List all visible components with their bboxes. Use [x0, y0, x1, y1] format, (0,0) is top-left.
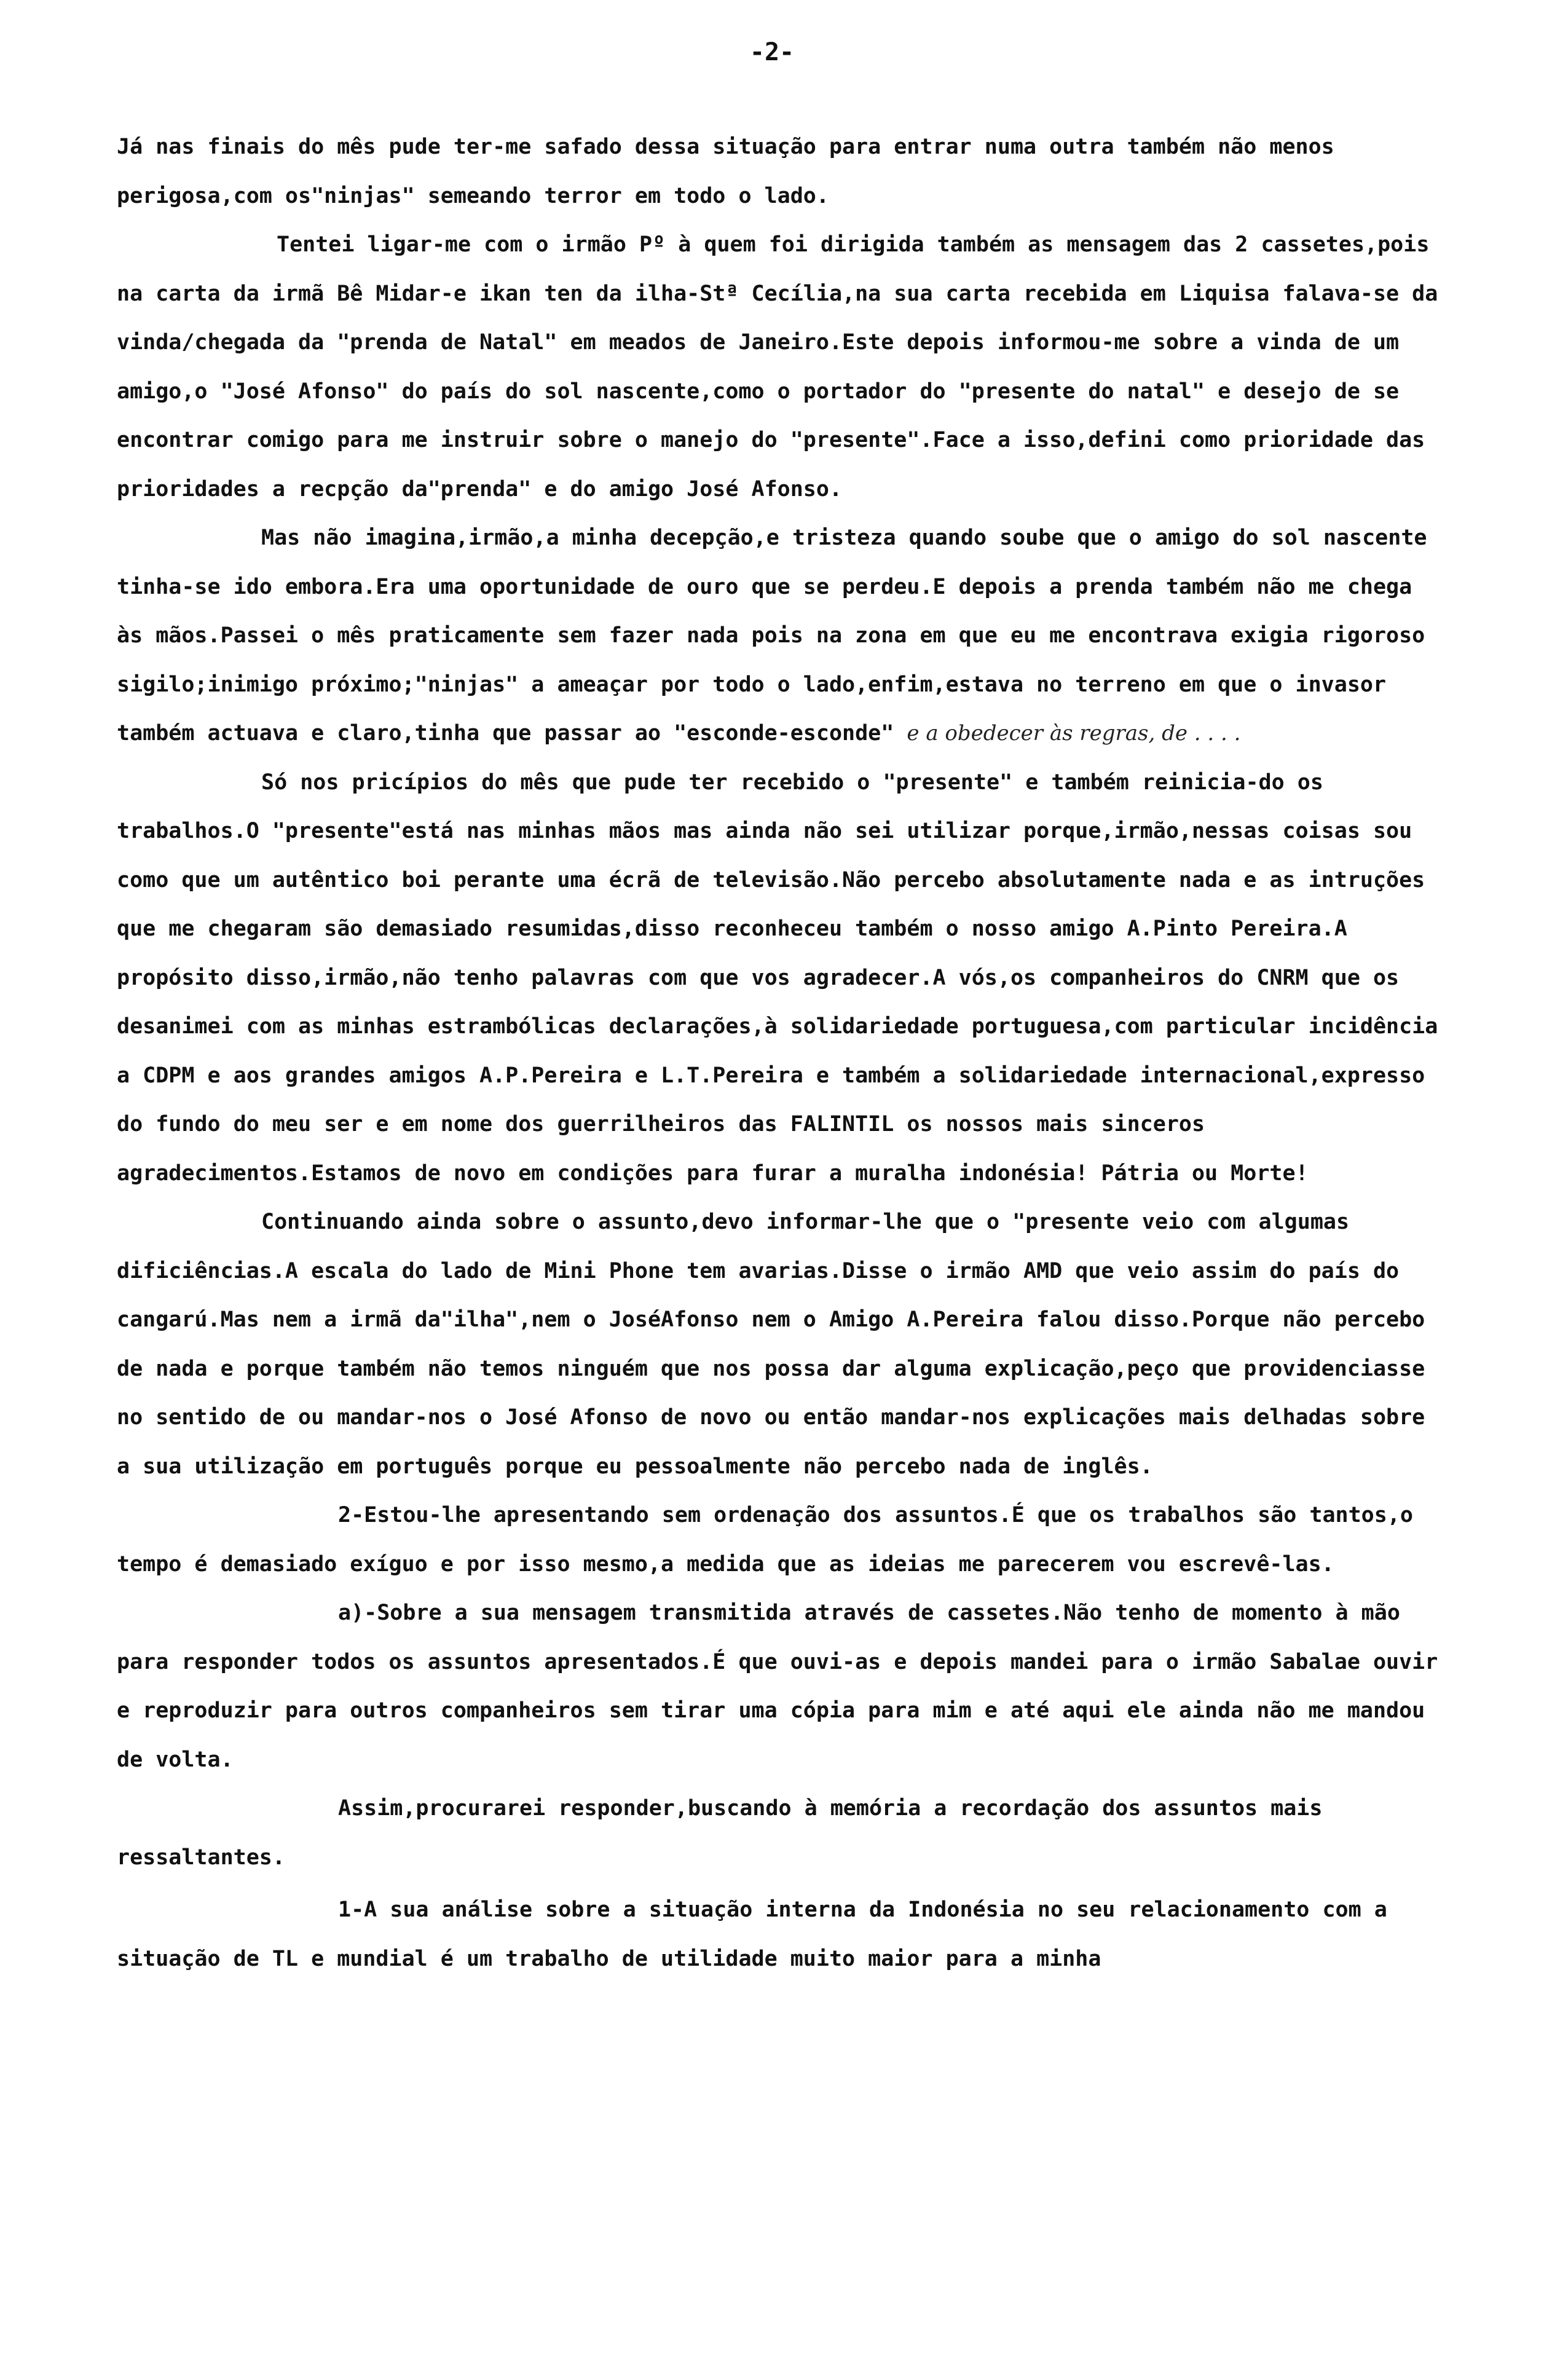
paragraph-6: 2-Estou-lhe apresentando sem ordenação dos assuntos.É que os trabalhos são tantos,o tempo é demasiado exíguo e por isso mesmo,a medida que as ideias me parecerem vou escrevê-las.	[117, 1503, 1413, 1577]
paragraph-4: Só nos pricípios do mês que pude ter recebido o "presente" e também reinicia-do os trabalhos.O "presente"está nas minhas mãos mas ainda não sei utilizar porque,irmão,nessas coisas sou como que um autêntico boi perante uma écrã de televisão.Não percebo absolutamente nada e as intruções que me chegaram são demasiado resumidas,disso reconheceu também o nosso amigo A.Pinto Pereira.A propósito disso,irmão,não tenho palavras com que vos agradecer.A vós,os companheiros do CNRM que os desanimei com as minhas estrambólicas declarações,à solidariedade portuguesa,com particular incidência a CDPM e aos grandes amigos A.P.Pereira e L.T.Pereira e também a solidariedade internacional,expresso do fundo do meu ser e em nome dos guerrilheiros das FALINTIL os nossos mais sinceros agradecimentos.Estamos de novo em condições para furar a muralha indonésia! Pátria ou Morte!	[117, 770, 1438, 1186]
letter-body	[117, 123, 1451, 1984]
paragraph-3	[117, 514, 1451, 759]
paragraph-8: Assim,procurarei responder,buscando à memória a recordação dos assuntos mais ressaltantes.	[117, 1796, 1323, 1870]
handwritten-addition: e a obedecer às regras, de . . . .	[907, 721, 1241, 746]
paragraph-2: Tentei ligar-me com o irmão Pº à quem foi dirigida também as mensagem das 2 cassetes,pois na carta da irmã Bê Midar-e ikan ten da ilha-Stª Cecília,na sua carta recebida em Liquisa falava-se da vinda/chegada da "prenda de Natal" em meados de Janeiro.Este depois informou-me sobre a vinda de um amigo,o "José Afonso" do país do sol nascente,como o portador do "presente do natal" e desejo de se encontrar comigo para me instruir sobre o manejo do "presente".Face a isso,defini como prioridade das prioridades a recpção da"prenda" e do amigo José Afonso.	[117, 232, 1438, 502]
paragraph-9: 1-A sua análise sobre a situação interna da Indonésia no seu relacionamento com a situação de TL e mundial é um trabalho de utilidade muito maior para a minha	[117, 1897, 1387, 1971]
paragraph-1: Já nas finais do mês pude ter-me safado dessa situação para entrar numa outra também não menos perigosa,com os"ninjas" semeando terror em todo o lado.	[117, 135, 1334, 208]
paragraph-5: Continuando ainda sobre o assunto,devo informar-lhe que o "presente veio com algumas dificiências.A escala do lado de Mini Phone tem avarias.Disse o irmão AMD que veio assim do país do cangarú.Mas nem a irmã da"ilha",nem o JoséAfonso nem o Amigo A.Pereira falou disso.Porque não percebo de nada e porque também não temos ninguém que nos possa dar alguma explicação,peço que providenciasse no sentido de ou mandar-nos o José Afonso de novo ou então mandar-nos explicações mais delhadas sobre a sua utilização em português porque eu pessoalmente não percebo nada de inglês.	[117, 1210, 1425, 1479]
paragraph-7: a)-Sobre a sua mensagem transmitida através de cassetes.Não tenho de momento à mão para responder todos os assuntos apresentados.É que ouvi-as e depois mandei para o irmão Sabalae ouvir e reproduzir para outros companheiros sem tirar uma cópia para mim e até aqui ele ainda não me mandou de volta.	[117, 1601, 1438, 1772]
paragraph-3-text: Mas não imagina,irmão,a minha decepção,e tristeza quando soube que o amigo do sol nascente tinha-se ido embora.Era uma oportunidade de ouro que se perdeu.E depois a prenda também não me chega às mãos.Passei o mês praticamente sem fazer nada pois na zona em que eu me encontrava exigia rigoroso sigilo;inimigo próximo;"ninjas" a ameaçar por todo o lado,enfim,estava no terreno em que o invasor também actuava e claro,tinha que passar ao "esconde-esconde"	[117, 526, 1427, 746]
page-number: -2-	[749, 38, 795, 66]
